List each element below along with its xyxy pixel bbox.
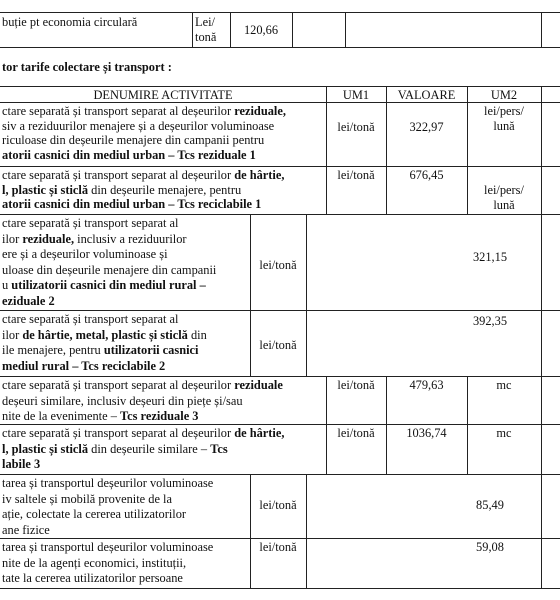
activity-line: ctare separată și transport separat al deșeurilor reziduale [2, 378, 283, 392]
row-5-um1: lei/tonă [337, 378, 375, 392]
row-1-activity [2, 104, 324, 162]
activity-line: u utilizatorii casnici din mediul rural – [2, 278, 206, 292]
row-1-um2-line1: lei/pers/ [484, 104, 524, 118]
activity-line: l, plastic și sticlă din deșeurile similare – Tcs [2, 441, 228, 456]
row-1-um2 [467, 104, 541, 133]
activity-line: siv a reziduurilor menajere și a deșeurilor voluminoase [2, 118, 275, 133]
activity-line: labile 3 [2, 457, 41, 471]
row-2-um1: lei/tonă [337, 168, 375, 182]
activity-line: eziduale 2 [2, 293, 55, 308]
activity-line: l, plastic și sticlă din deșeurile menajere, pentru [2, 182, 242, 197]
row-7-value: 85,49 [476, 498, 504, 512]
row-4-value: 392,35 [472, 314, 508, 328]
top-row-um [195, 15, 229, 44]
activity-line: tate la cererea utilizatorilor persoane [2, 571, 183, 585]
header-value: VALOARE [397, 88, 456, 102]
activity-line: ilor reziduale, inclusiv a reziduurilor [2, 231, 187, 246]
activity-line: mediul rural – Tcs reciclabile 2 [2, 358, 166, 373]
activity-line: ilor de hârtie, metal, plastic și sticlă din [2, 327, 207, 342]
row-2-activity [2, 168, 324, 212]
row-1-value: 322,97 [409, 120, 444, 134]
row-7-activity [2, 476, 248, 538]
row-1-um1: lei/tonă [337, 120, 375, 134]
header-um2: UM2 [490, 88, 518, 102]
row-2-value: 676,45 [409, 168, 444, 182]
row-3-value: 321,15 [472, 250, 508, 264]
row-5-activity [2, 378, 324, 425]
row-6-um2: mc [496, 426, 512, 440]
activity-line: ctare separată și transport separat al deșeurilor reziduale, [2, 104, 286, 118]
row-6-activity [2, 426, 324, 473]
activity-line: nite de la evenimente – Tcs reziduale 3 [2, 409, 199, 423]
header-activity: DENUMIRE ACTIVITATE [93, 88, 233, 102]
top-table [0, 0, 560, 50]
row-8-activity [2, 540, 248, 587]
row-4-activity [2, 312, 248, 374]
activity-line: riculoase din deșeurile menajere din campanii pentru [2, 133, 265, 147]
row-6-um1: lei/tonă [337, 426, 375, 440]
activity-line: tarea și transportul deșeurilor voluminoase [2, 540, 214, 554]
row-3-um1: lei/tonă [259, 258, 297, 272]
row-4-um1: lei/tonă [259, 338, 297, 352]
activity-line: uloase din deșeurile menajere din campanii [2, 262, 217, 277]
top-row-activity: buție pt economia circulară [2, 15, 138, 29]
activity-line: ctare separată și transport separat al [2, 216, 179, 230]
row-6-value: 1036,74 [406, 426, 447, 440]
row-2-um2 [467, 183, 541, 212]
activity-line: ctare separată și transport separat al deșeurilor de hârtie, [2, 426, 285, 440]
activity-line: atorii casnici din mediul urban – Tcs reziduale 1 [2, 147, 256, 162]
section-title: tor tarife colectare și transport : [2, 60, 172, 74]
row-8-um1: lei/tonă [259, 540, 297, 554]
row-1-um2-line2: lună [493, 118, 515, 133]
activity-line: ctare separată și transport separat al [2, 312, 179, 326]
activity-line: ane fizice [2, 522, 50, 537]
activity-line: ație, colectate la cererea utilizatorilor [2, 507, 187, 521]
row-3-activity [2, 216, 248, 309]
activity-line: tarea și transportul deșeurilor voluminoase [2, 476, 214, 490]
row-8-value: 59,08 [476, 540, 504, 554]
row-2-um2-line2: lună [493, 197, 515, 212]
activity-line: ere și a deșeurilor voluminoase și [2, 247, 168, 261]
activity-line: atorii casnici din mediul urban – Tcs reciclabile 1 [2, 197, 262, 211]
header-um1: UM1 [342, 88, 370, 102]
row-7-um1: lei/tonă [259, 498, 297, 512]
activity-line: ile menajere, pentru utilizatorii casnici [2, 343, 199, 357]
activity-line: deșeuri similare, inclusiv deșeuri din piețe și/sau [2, 393, 243, 408]
row-5-um2: mc [496, 378, 512, 392]
top-row-um-line2: tonă [195, 29, 217, 44]
activity-line: ctare separată și transport separat al deșeurilor de hârtie, [2, 168, 285, 182]
row-2-um2-line1: lei/pers/ [484, 183, 524, 197]
activity-line: iv saltele și mobilă provenite de la [2, 491, 172, 506]
row-5-value: 479,63 [409, 378, 444, 392]
top-row-value: 120,66 [243, 23, 279, 37]
top-row-um-line1: Lei/ [195, 15, 215, 29]
activity-line: nite de la agenți economici, instituții, [2, 555, 187, 570]
